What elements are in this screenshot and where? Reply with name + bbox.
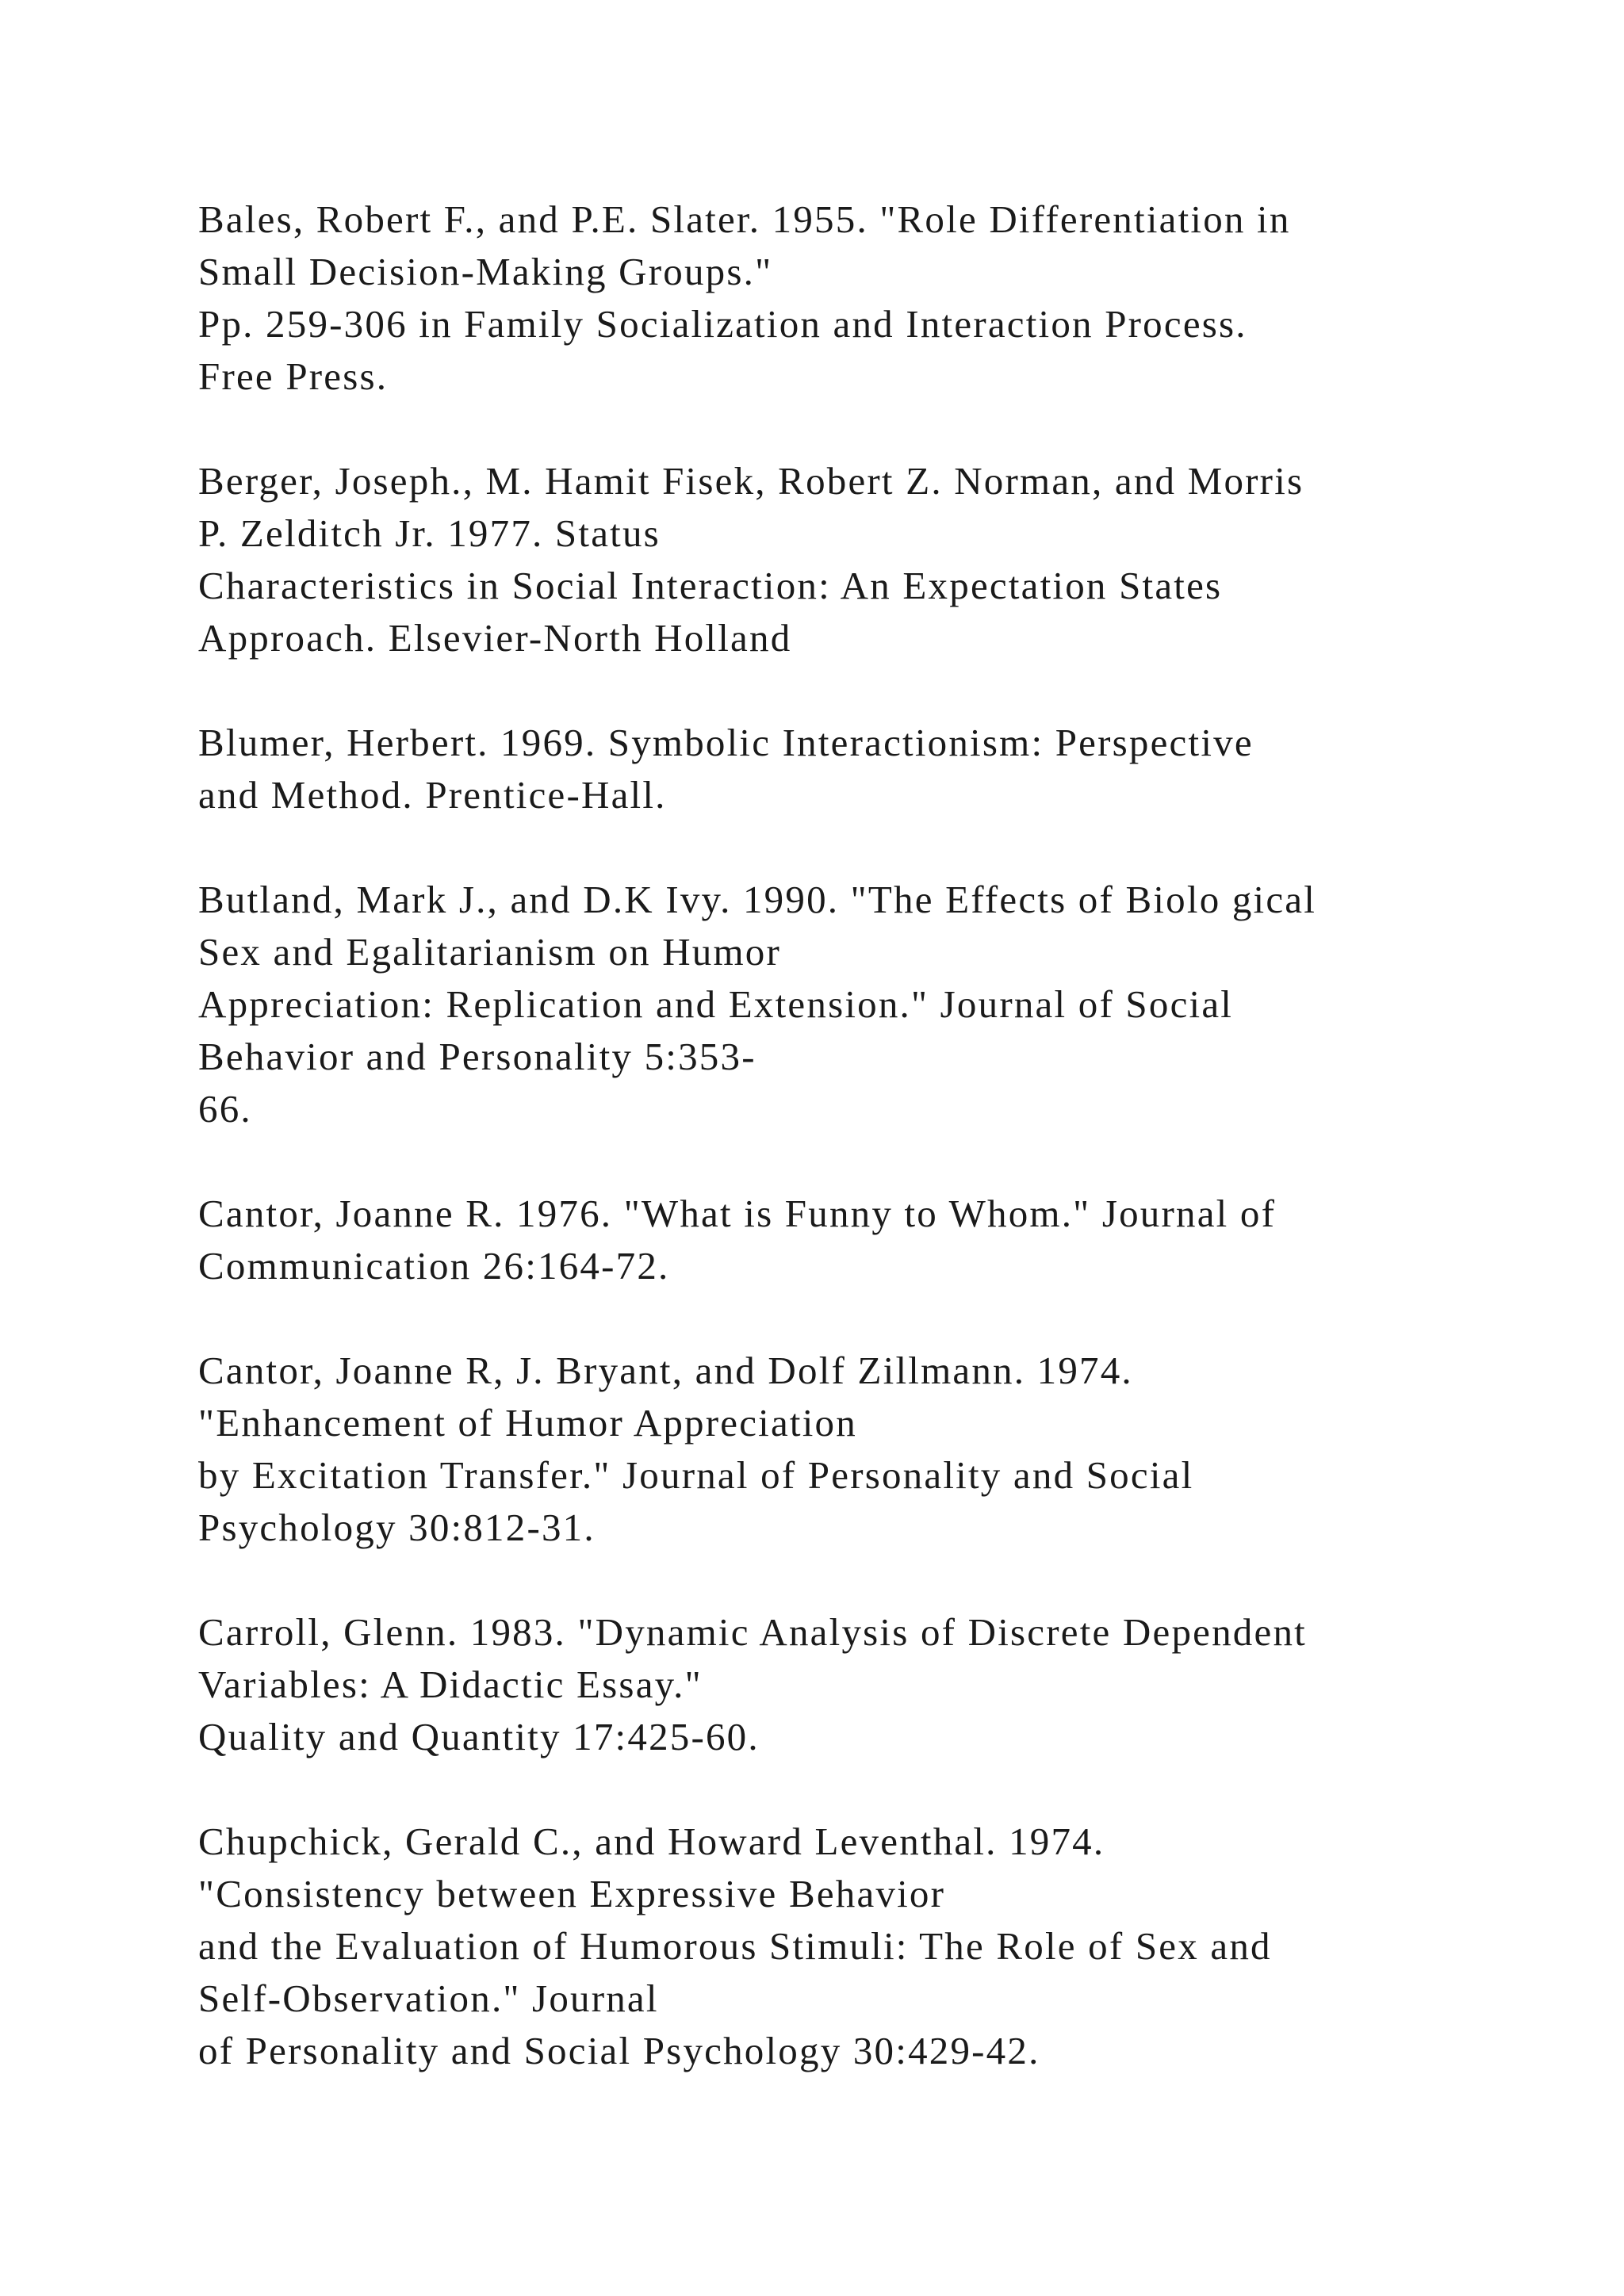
reference-line: Small Decision-Making Groups." (198, 250, 773, 293)
reference-line: Quality and Quantity 17:425-60. (198, 1715, 760, 1758)
reference-line: Cantor, Joanne R. 1976. "What is Funny to Whom." Journal of (198, 1192, 1277, 1235)
reference-line: Carroll, Glenn. 1983. "Dynamic Analysis of Discrete Dependent (198, 1610, 1307, 1654)
reference-line: Behavior and Personality 5:353- (198, 1035, 756, 1078)
reference-line: P. Zelditch Jr. 1977. Status (198, 511, 661, 555)
reference-line: Psychology 30:812-31. (198, 1506, 596, 1549)
reference-line: and the Evaluation of Humorous Stimuli: The Role of Sex and (198, 1924, 1272, 1968)
reference-line: Variables: A Didactic Essay." (198, 1663, 703, 1706)
reference-line: Self-Observation." Journal (198, 1976, 659, 2020)
reference-line: Sex and Egalitarianism on Humor (198, 930, 782, 974)
reference-line: "Enhancement of Humor Appreciation (198, 1401, 857, 1445)
reference-line: Berger, Joseph., M. Hamit Fisek, Robert Z. Norman, and Morris (198, 459, 1304, 503)
reference-entry-berger (198, 455, 1546, 664)
reference-line: Approach. Elsevier-North Holland (198, 616, 792, 660)
reference-line: of Personality and Social Psychology 30:429-42. (198, 2029, 1040, 2072)
reference-line: Pp. 259-306 in Family Socialization and Interaction Process. (198, 302, 1247, 346)
reference-line: Appreciation: Replication and Extension." Journal of Social (198, 982, 1234, 1026)
reference-list (198, 193, 1546, 2130)
reference-line: Butland, Mark J., and D.K Ivy. 1990. "The Effects of Biolo gical (198, 878, 1317, 921)
reference-entry-bales (198, 193, 1546, 403)
reference-entry-chupchick (198, 1816, 1546, 2077)
reference-entry-carroll (198, 1606, 1546, 1763)
reference-line: Communication 26:164-72. (198, 1244, 670, 1288)
reference-line: "Consistency between Expressive Behavior (198, 1872, 946, 1915)
reference-entry-cantor-1976 (198, 1188, 1546, 1292)
reference-line: by Excitation Transfer." Journal of Personality and Social (198, 1453, 1194, 1497)
reference-line: Chupchick, Gerald C., and Howard Leventhal. 1974. (198, 1820, 1105, 1863)
reference-entry-blumer (198, 717, 1546, 821)
reference-line: and Method. Prentice-Hall. (198, 773, 667, 817)
reference-line: 66. (198, 1087, 252, 1131)
reference-entry-butland (198, 874, 1546, 1135)
reference-line: Characteristics in Social Interaction: An Expectation States (198, 564, 1223, 607)
reference-line: Bales, Robert F., and P.E. Slater. 1955. "Role Differentiation in (198, 197, 1291, 241)
reference-line: Cantor, Joanne R, J. Bryant, and Dolf Zillmann. 1974. (198, 1349, 1133, 1392)
reference-line: Blumer, Herbert. 1969. Symbolic Interactionism: Perspective (198, 721, 1254, 764)
reference-line: Free Press. (198, 354, 389, 398)
reference-entry-cantor-1974 (198, 1345, 1546, 1554)
